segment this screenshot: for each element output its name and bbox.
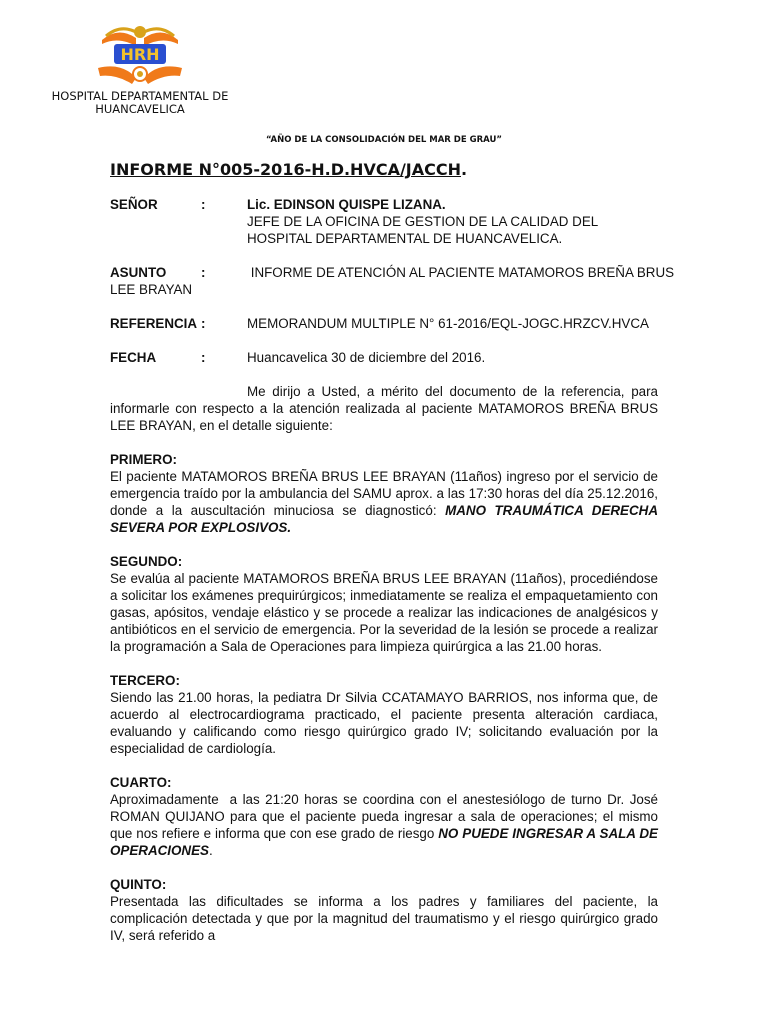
section-heading: SEGUNDO:: [110, 554, 183, 569]
section-text: El paciente MATAMOROS BREÑA BRUS LEE BRAYAN (11años) ingreso por el servicio de emergencia traído por la ambulancia del SAMU aprox. a las 17:30 horas del día 25.12.2016, donde a la auscultación minuciosa se diagnosticó:: [110, 469, 658, 518]
hospital-name: [20, 90, 260, 116]
field-colon: :: [201, 265, 206, 280]
field-label-asunto: ASUNTO: [110, 265, 167, 280]
hospital-logo: [92, 22, 188, 88]
section-text: Siendo las 21.00 horas, la pediatra Dr Silvia CCATAMAYO BARRIOS, nos informa que, de acuerdo al electrocardiograma practicado, el paciente presenta alteración cardiaca, evaluando y calificando como riesgo quirúrgico grado IV; solicitando evaluación por la especialidad de cardiología.: [110, 690, 658, 756]
field-colon: :: [201, 197, 206, 212]
field-asunto: [110, 264, 675, 298]
document-body: [110, 196, 675, 944]
section-heading: QUINTO:: [110, 877, 167, 892]
section-quinto: [110, 876, 658, 944]
section-primero: [110, 451, 658, 536]
recipient-name: Lic. EDINSON QUISPE LIZANA.: [247, 197, 446, 212]
field-fecha: [110, 349, 658, 366]
diagnosis-emphasis: MANO TRAUMÁTICA DERECHA SEVERA POR EXPLOSIVOS.: [110, 503, 658, 535]
section-end: .: [208, 843, 213, 858]
document-title-period: .: [461, 160, 468, 179]
section-text: Se evalúa al paciente MATAMOROS BREÑA BRUS LEE BRAYAN (11años), procediéndose a solicitar los exámenes prequirúrgicos; inmediatamente se realiza el empaquetamiento con gasas, apósitos, vendaje elástico y se procede a realizar las indicaciones de analgésicos y antibióticos en el servicio de emergencia. Por la severidad de la lesión se procede a realizar la programación a Sala de Operaciones para limpieza quirúrgica a las 21.00 horas.: [110, 571, 658, 654]
field-colon: :: [201, 316, 206, 331]
field-label-fecha: FECHA: [110, 350, 157, 365]
subject-line2: LEE BRAYAN: [110, 282, 193, 297]
field-senor: [110, 196, 658, 247]
section-segundo: [110, 553, 658, 655]
year-motto: “AÑO DE LA CONSOLIDACIÓN DEL MAR DE GRAU”: [266, 135, 502, 145]
section-text: Aproximadamente a las 21:20 horas se coordina con el anestesiólogo de turno Dr. José ROMAN QUIJANO para que el paciente pueda ingresar a sala de operaciones; el mismo que nos refiere e informa que con ese grado de riesgo: [110, 792, 662, 841]
document-title-number: INFORME N°005-2016-H.D.HVCA/JACCH: [110, 160, 461, 179]
section-cuarto: [110, 774, 662, 859]
hospital-name-line1: HOSPITAL DEPARTAMENTAL DE: [51, 89, 229, 103]
intro-paragraph: Me dirijo a Usted, a mérito del documento de la referencia, para informarle con respecto a la atención realizada al paciente MATAMOROS BREÑA BRUS LEE BRAYAN, en el detalle siguiente:: [110, 384, 658, 433]
subject-line1: INFORME DE ATENCIÓN AL PACIENTE MATAMOROS BREÑA BRUS: [247, 265, 675, 280]
hospital-name-line2: HUANCAVELICA: [95, 102, 185, 116]
section-heading: CUARTO:: [110, 775, 172, 790]
section-text: Presentada las dificultades se informa a los padres y familiares del paciente, la complicación detectada y que por la magnitud del traumatismo y el riesgo quirúrgico grado IV, será referido a: [110, 894, 658, 943]
recipient-position: JEFE DE LA OFICINA DE GESTION DE LA CALIDAD DEL HOSPITAL DEPARTAMENTAL DE HUANCAVELICA.: [247, 214, 598, 246]
warning-emphasis: NO PUEDE INGRESAR A SALA DE OPERACIONES: [110, 826, 658, 858]
section-heading: PRIMERO:: [110, 452, 177, 467]
date-value: Huancavelica 30 de diciembre del 2016.: [247, 350, 486, 365]
section-heading: TERCERO:: [110, 673, 180, 688]
field-referencia: [110, 315, 658, 332]
logo-text: HRH: [120, 45, 160, 64]
field-label-referencia: REFERENCIA: [110, 316, 198, 331]
document-title: [110, 160, 467, 179]
field-label-senor: SEÑOR: [110, 197, 158, 212]
field-colon: :: [201, 350, 206, 365]
section-tercero: [110, 672, 658, 757]
reference-value: MEMORANDUM MULTIPLE N° 61-2016/EQL-JOGC.HRZCV.HVCA: [247, 316, 649, 331]
